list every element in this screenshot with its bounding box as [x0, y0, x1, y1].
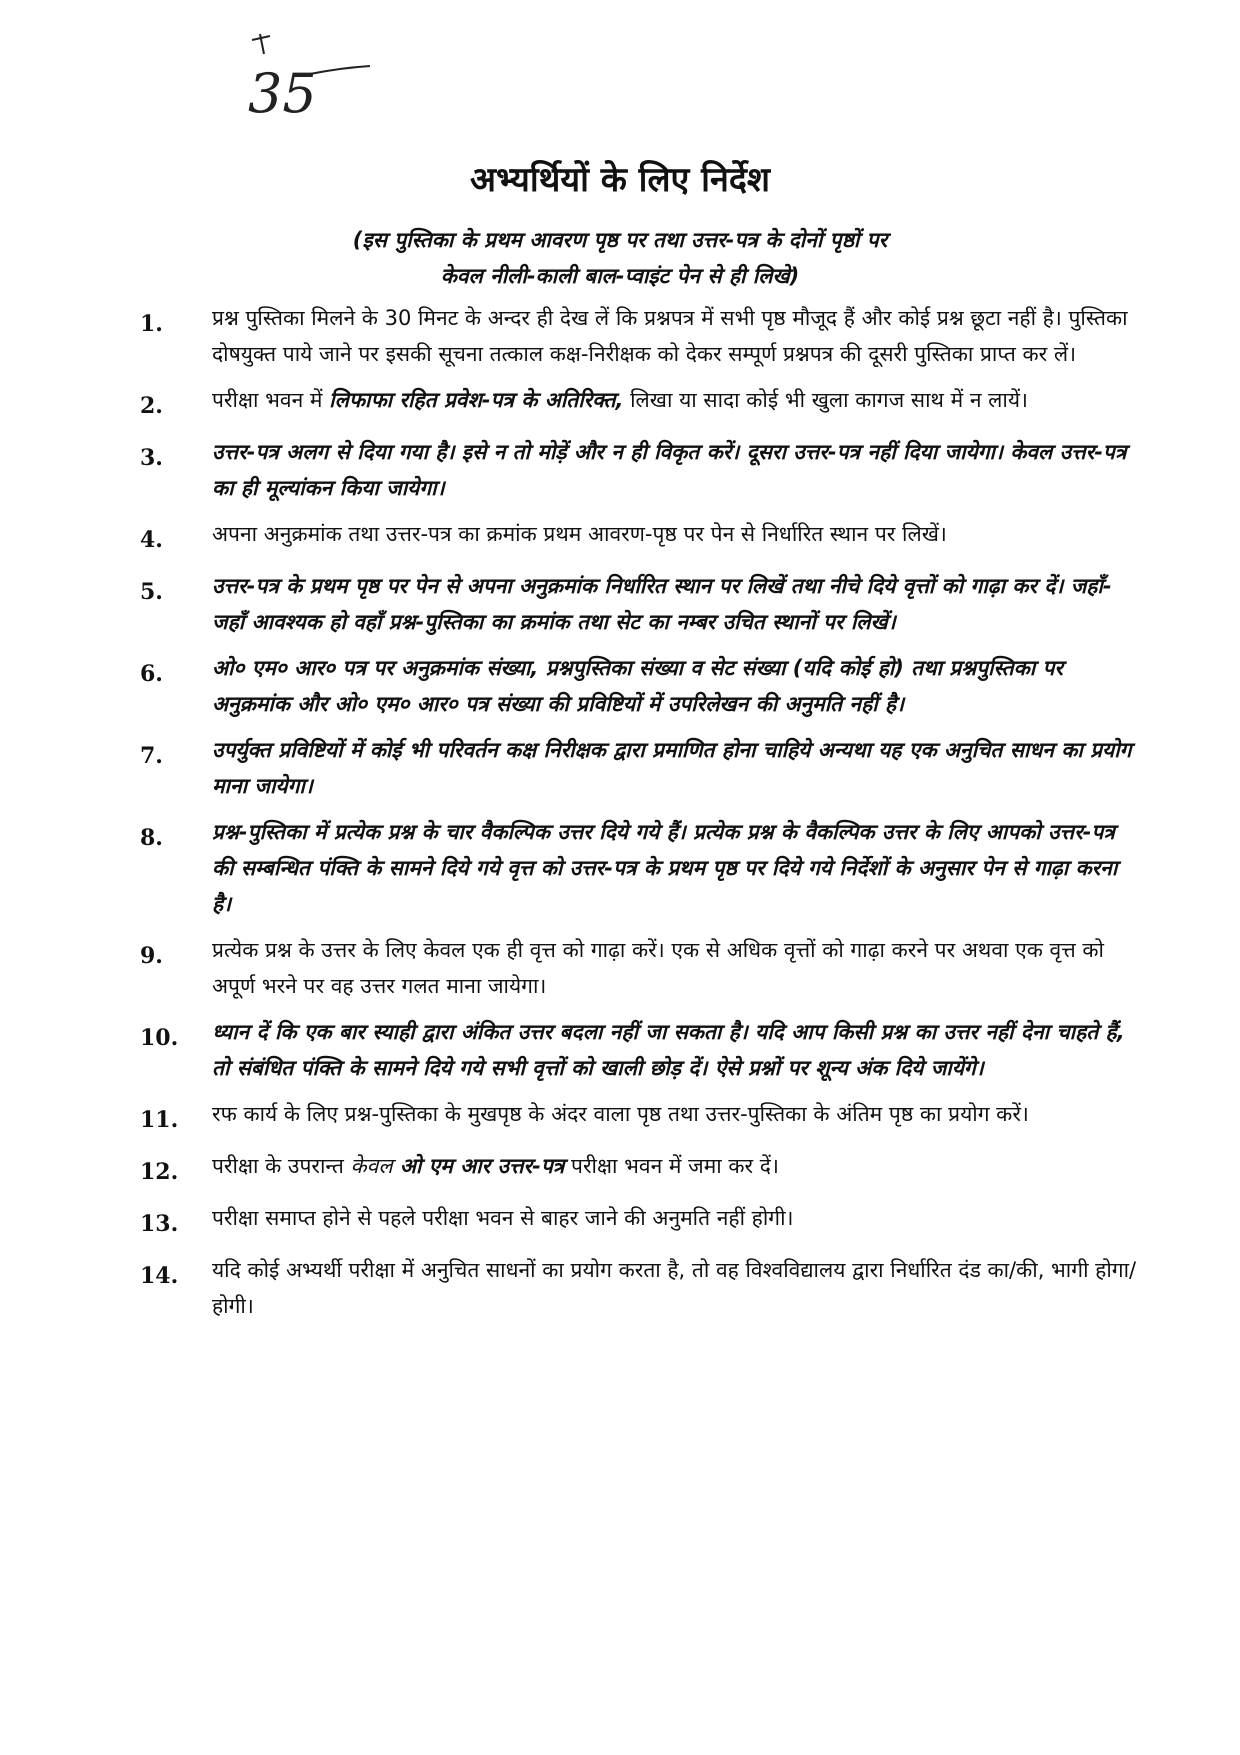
instruction-item-4	[140, 516, 1140, 558]
item-number: 13.	[140, 1211, 179, 1237]
item-number: 5.	[140, 579, 163, 605]
instruction-item-7	[140, 732, 1140, 804]
instruction-item-11	[140, 1096, 1140, 1138]
item-number: 11.	[140, 1107, 179, 1133]
instruction-item-9	[140, 932, 1140, 1004]
item-number: 14.	[140, 1263, 179, 1289]
page-subtitle	[230, 222, 1010, 294]
instruction-item-13	[140, 1200, 1140, 1242]
item-text: उत्तर-पत्र के प्रथम पृष्ठ पर पेन से अपना अनुक्रमांक निर्धारित स्थान पर लिखें तथा नीचे दिये वृत्तों को गाढ़ा कर दें। जहाँ-जहाँ आवश्यक हो वहाँ प्रश्न-पुस्तिका का क्रमांक तथा सेट का नम्बर उचित स्थानों पर लिखें।	[212, 574, 1112, 634]
instruction-item-5	[140, 568, 1140, 640]
item-text: प्रत्येक प्रश्न के उत्तर के लिए केवल एक ही वृत्त को गाढ़ा करें। एक से अधिक वृत्तों को गाढ़ा करने पर अथवा एक वृत्त को अपूर्ण भरने पर वह उत्तर गलत माना जायेगा।	[212, 938, 1104, 998]
item-text: ओ० एम० आर० पत्र पर अनुक्रमांक संख्या, प्रश्नपुस्तिका संख्या व सेट संख्या (यदि कोई हो) तथा प्रश्नपुस्तिका पर अनुक्रमांक और ओ० एम० आर० पत्र संख्या की प्रविष्टियों में उपरिलेखन की अनुमति नहीं है।	[212, 656, 1063, 716]
item-number: 7.	[140, 743, 163, 769]
item-text: उत्तर-पत्र अलग से दिया गया है। इसे न तो मोड़ें और न ही विकृत करें। दूसरा उत्तर-पत्र नहीं दिया जायेगा। केवल उत्तर-पत्र का ही मूल्यांकन किया जायेगा।	[212, 440, 1127, 500]
item-text: परीक्षा समाप्त होने से पहले परीक्षा भवन से बाहर जाने की अनुमति नहीं होगी।	[212, 1206, 794, 1230]
item-text: ध्यान दें कि एक बार स्याही द्वारा अंकित उत्तर बदला नहीं जा सकता है। यदि आप किसी प्रश्न का उत्तर नहीं देना चाहते हैं, तो संबंधित पंक्ति के सामने दिये गये सभी वृत्तों को खाली छोड़ दें। ऐसे प्रश्नों पर शून्य अंक दिये जायेंगे।	[212, 1020, 1125, 1080]
handwritten-page-mark	[240, 30, 400, 130]
item-text: रफ कार्य के लिए प्रश्न-पुस्तिका के मुखपृष्ठ के अंदर वाला पृष्ठ तथा उत्तर-पुस्तिका के अंतिम पृष्ठ का प्रयोग करें।	[212, 1102, 1029, 1126]
subtitle-line-2: केवल नीली-काली बाल-प्वाइंट पेन से ही लिखे)	[440, 264, 800, 288]
item-text: प्रश्न-पुस्तिका में प्रत्येक प्रश्न के चार वैकल्पिक उत्तर दिये गये हैं। प्रत्येक प्रश्न के वैकल्पिक उत्तर के लिए आपको उत्तर-पत्र की सम्बन्धित पंक्ति के सामने दिये गये वृत्त को उत्तर-पत्र के प्रथम पृष्ठ पर दिये गये निर्देशों के अनुसार पेन से गाढ़ा करना है।	[212, 820, 1118, 916]
instruction-item-10	[140, 1014, 1140, 1086]
instruction-item-8	[140, 814, 1140, 922]
item-text-part: परीक्षा भवन में जमा कर दें।	[564, 1154, 779, 1178]
item-number: 1.	[140, 311, 163, 337]
handwritten-number: 35	[248, 62, 317, 125]
item-text-italic: केवल	[350, 1154, 393, 1178]
instruction-item-2	[140, 382, 1140, 424]
item-text-emphasis: लिफाफा रहित प्रवेश-पत्र के अतिरिक्त,	[329, 388, 624, 412]
item-number: 3.	[140, 445, 163, 471]
item-number: 9.	[140, 943, 163, 969]
item-number: 2.	[140, 393, 163, 419]
item-text: प्रश्न पुस्तिका मिलने के 30 मिनट के अन्दर ही देख लें कि प्रश्नपत्र में सभी पृष्ठ मौजूद हैं और कोई प्रश्न छूटा नहीं है। पुस्तिका दोषयुक्त पाये जाने पर इसकी सूचना तत्काल कक्ष-निरीक्षक को देकर सम्पूर्ण प्रश्नपत्र की दूसरी पुस्तिका प्राप्त कर लें।	[212, 306, 1128, 366]
item-text-part: लिखा या सादा कोई भी खुला कागज साथ में न लायें।	[623, 388, 1028, 412]
instruction-list	[140, 300, 1140, 1334]
item-text-emphasis: ओ एम आर उत्तर-पत्र	[392, 1154, 565, 1178]
item-text-part: परीक्षा भवन में	[212, 388, 330, 412]
instruction-item-1	[140, 300, 1140, 372]
item-text: यदि कोई अभ्यर्थी परीक्षा में अनुचित साधनों का प्रयोग करता है, तो वह विश्वविद्यालय द्वारा निर्धारित दंड का/की, भागी होगा/होगी।	[212, 1258, 1137, 1318]
item-text	[212, 1148, 1140, 1190]
instruction-item-12	[140, 1148, 1140, 1190]
instruction-item-3	[140, 434, 1140, 506]
item-text	[212, 382, 1140, 424]
subtitle-line-1: (इस पुस्तिका के प्रथम आवरण पृष्ठ पर तथा उत्तर-पत्र के दोनों पृष्ठों पर	[352, 228, 888, 252]
item-text: उपर्युक्त प्रविष्टियों में कोई भी परिवर्तन कक्ष निरीक्षक द्वारा प्रमाणित होना चाहिये अन्यथा यह एक अनुचित साधन का प्रयोग माना जायेगा।	[212, 738, 1132, 798]
instruction-item-6	[140, 650, 1140, 722]
item-number: 6.	[140, 661, 163, 687]
page-title: अभ्यर्थियों के लिए निर्देश	[469, 160, 771, 200]
item-number: 4.	[140, 527, 163, 553]
item-number: 10.	[140, 1025, 179, 1051]
item-text: अपना अनुक्रमांक तथा उत्तर-पत्र का क्रमांक प्रथम आवरण-पृष्ठ पर पेन से निर्धारित स्थान पर लिखें।	[212, 522, 947, 546]
item-number: 8.	[140, 825, 163, 851]
item-text-part: परीक्षा के उपरान्त	[212, 1154, 351, 1178]
item-number: 12.	[140, 1159, 179, 1185]
instruction-item-14	[140, 1252, 1140, 1324]
